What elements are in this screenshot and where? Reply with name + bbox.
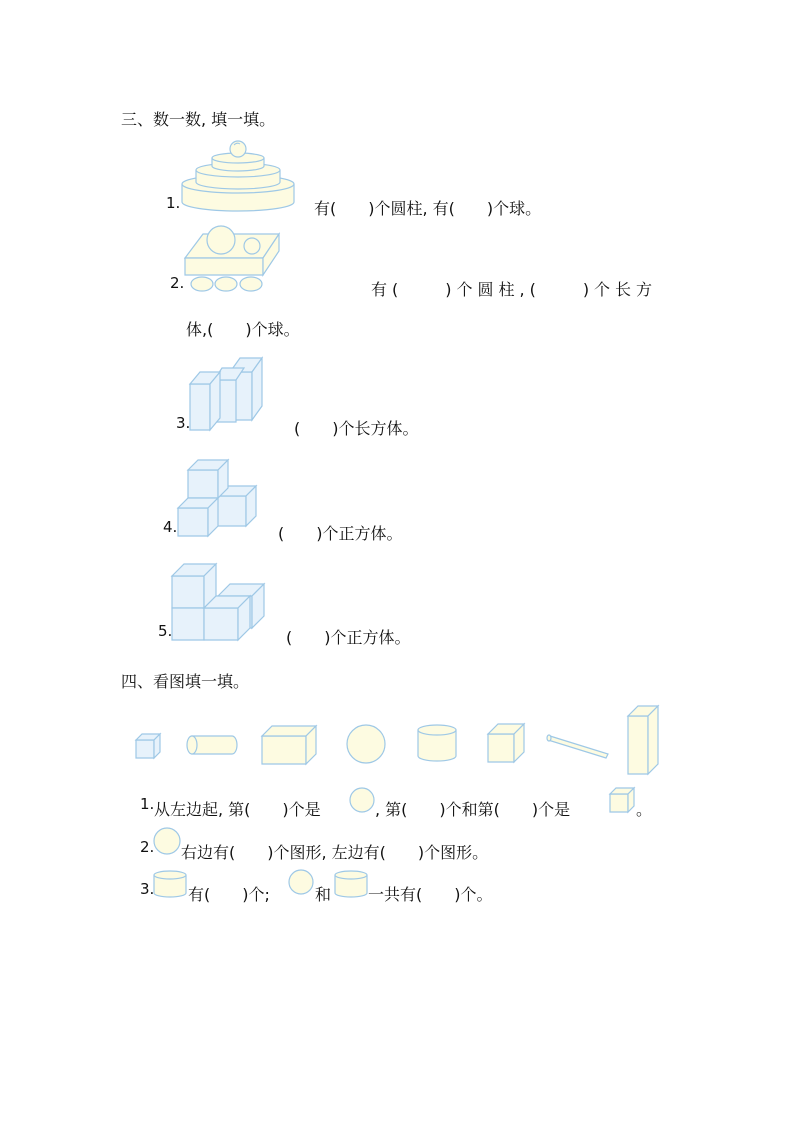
q3-2-text-line2: 体,( )个球。 <box>186 320 300 339</box>
cuboid-shape <box>262 726 316 764</box>
inline-cube-icon <box>608 786 636 814</box>
q4-3-number: 3. <box>140 880 155 898</box>
q4-3-text-a: 有( )个; <box>188 885 270 904</box>
q3-5-number: 5. <box>158 622 173 640</box>
q3-5-text: ( )个正方体。 <box>286 628 411 647</box>
inline-sphere-icon <box>287 868 315 896</box>
cube-stack-figure <box>174 456 259 536</box>
q4-2-text: 右边有( )个图形, 左边有( )个图形。 <box>181 843 489 862</box>
q3-3-number: 3. <box>176 414 191 432</box>
q3-2-text-line1: 有( )个圆柱,( )个长方 <box>371 280 658 299</box>
q3-1-text: 有( )个圆柱, 有( )个球。 <box>314 199 542 218</box>
q4-1-number: 1. <box>140 795 155 813</box>
q3-1-number: 1. <box>166 194 181 212</box>
q4-1-text-c: 。 <box>636 800 653 819</box>
cart-with-balls-figure <box>183 220 293 295</box>
inline-sphere-icon <box>152 826 182 856</box>
section4-title: 四、看图填一填。 <box>121 672 250 691</box>
q4-1-text-b: , 第( )个和第( )个是 <box>375 800 571 819</box>
shapes-row <box>130 702 670 782</box>
q4-3-text-b: 和 <box>315 885 332 904</box>
stacked-cylinders-figure <box>178 136 308 216</box>
small-cube-shape <box>136 734 160 758</box>
q4-3-text-c: 一共有( )个。 <box>368 885 493 904</box>
large-cube-stack-figure <box>170 562 270 642</box>
q3-3-text: ( )个长方体。 <box>294 419 419 438</box>
cube-shape <box>488 724 524 762</box>
cuboids-figure <box>188 354 258 434</box>
section3-title: 三、数一数, 填一填。 <box>121 110 276 129</box>
lying-cylinder-shape <box>187 736 237 754</box>
tall-cuboid-shape <box>628 706 658 774</box>
inline-sphere-icon <box>348 786 376 814</box>
q3-4-text: ( )个正方体。 <box>278 524 403 543</box>
cylinder-shape <box>418 725 456 761</box>
q4-1-text-a: 从左边起, 第( )个是 <box>154 800 321 819</box>
inline-cylinder-icon <box>152 869 188 899</box>
q3-2-number: 2. <box>170 274 185 292</box>
q4-2-number: 2. <box>140 838 155 856</box>
q3-4-number: 4. <box>163 518 178 536</box>
sphere-shape <box>347 725 385 763</box>
inline-cylinder-icon <box>333 869 369 899</box>
rod-shape <box>547 735 608 758</box>
